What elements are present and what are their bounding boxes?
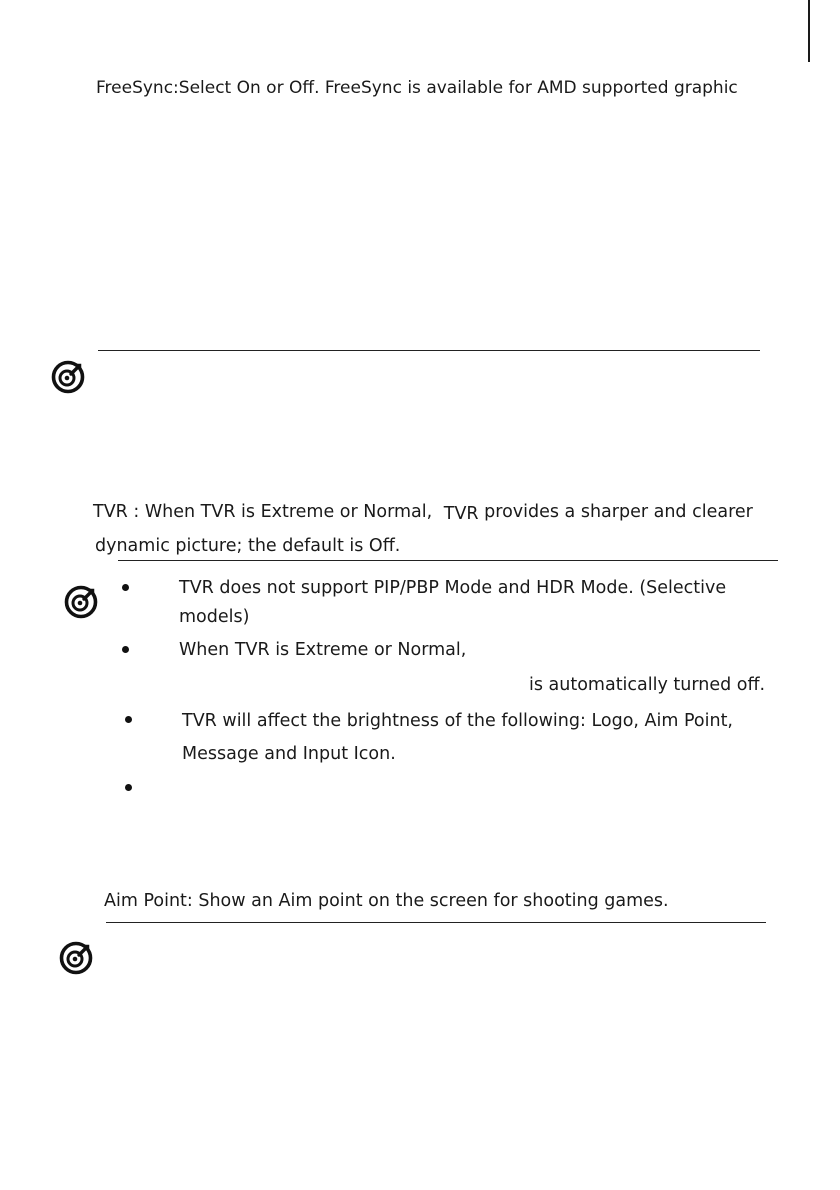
bullet <box>122 646 129 653</box>
tvr-description-line1 <box>93 501 753 523</box>
note-icon <box>59 941 93 975</box>
page-edge-rule <box>808 0 810 62</box>
bullet <box>125 784 132 791</box>
note-icon <box>64 585 98 619</box>
tvr-note-rule <box>118 560 778 561</box>
aim-point-note-rule <box>106 922 766 923</box>
freesync-note-rule <box>98 350 760 351</box>
aim-point-description: Aim Point: Show an Aim point on the screen for shooting games. <box>104 891 669 911</box>
tvr-note-item2-line2: is automatically turned off. <box>529 675 766 695</box>
bullet <box>125 716 132 723</box>
tvr-description-line2: dynamic picture; the default is Off. <box>95 536 401 556</box>
bullet <box>122 584 129 591</box>
tvr-note-item1-line2: models) <box>179 607 250 627</box>
tvr-note-item3-line2: Message and Input Icon. <box>182 744 396 764</box>
tvr-description-part3: provides a sharper and clearer <box>484 502 753 522</box>
tvr-note-item2-line1: When TVR is Extreme or Normal, <box>179 640 467 660</box>
note-icon <box>51 360 85 394</box>
tvr-description-part1: TVR : When TVR is Extreme or Normal, <box>93 502 433 522</box>
tvr-note-item1-line1: TVR does not support PIP/PBP Mode and HDR Mode. (Selective <box>179 578 727 598</box>
freesync-description: FreeSync:Select On or Off. FreeSync is available for AMD supported graphic <box>96 78 738 98</box>
tvr-description-part2: TVR <box>443 504 479 524</box>
tvr-note-item3-line1: TVR will affect the brightness of the following: Logo, Aim Point, <box>182 711 733 731</box>
